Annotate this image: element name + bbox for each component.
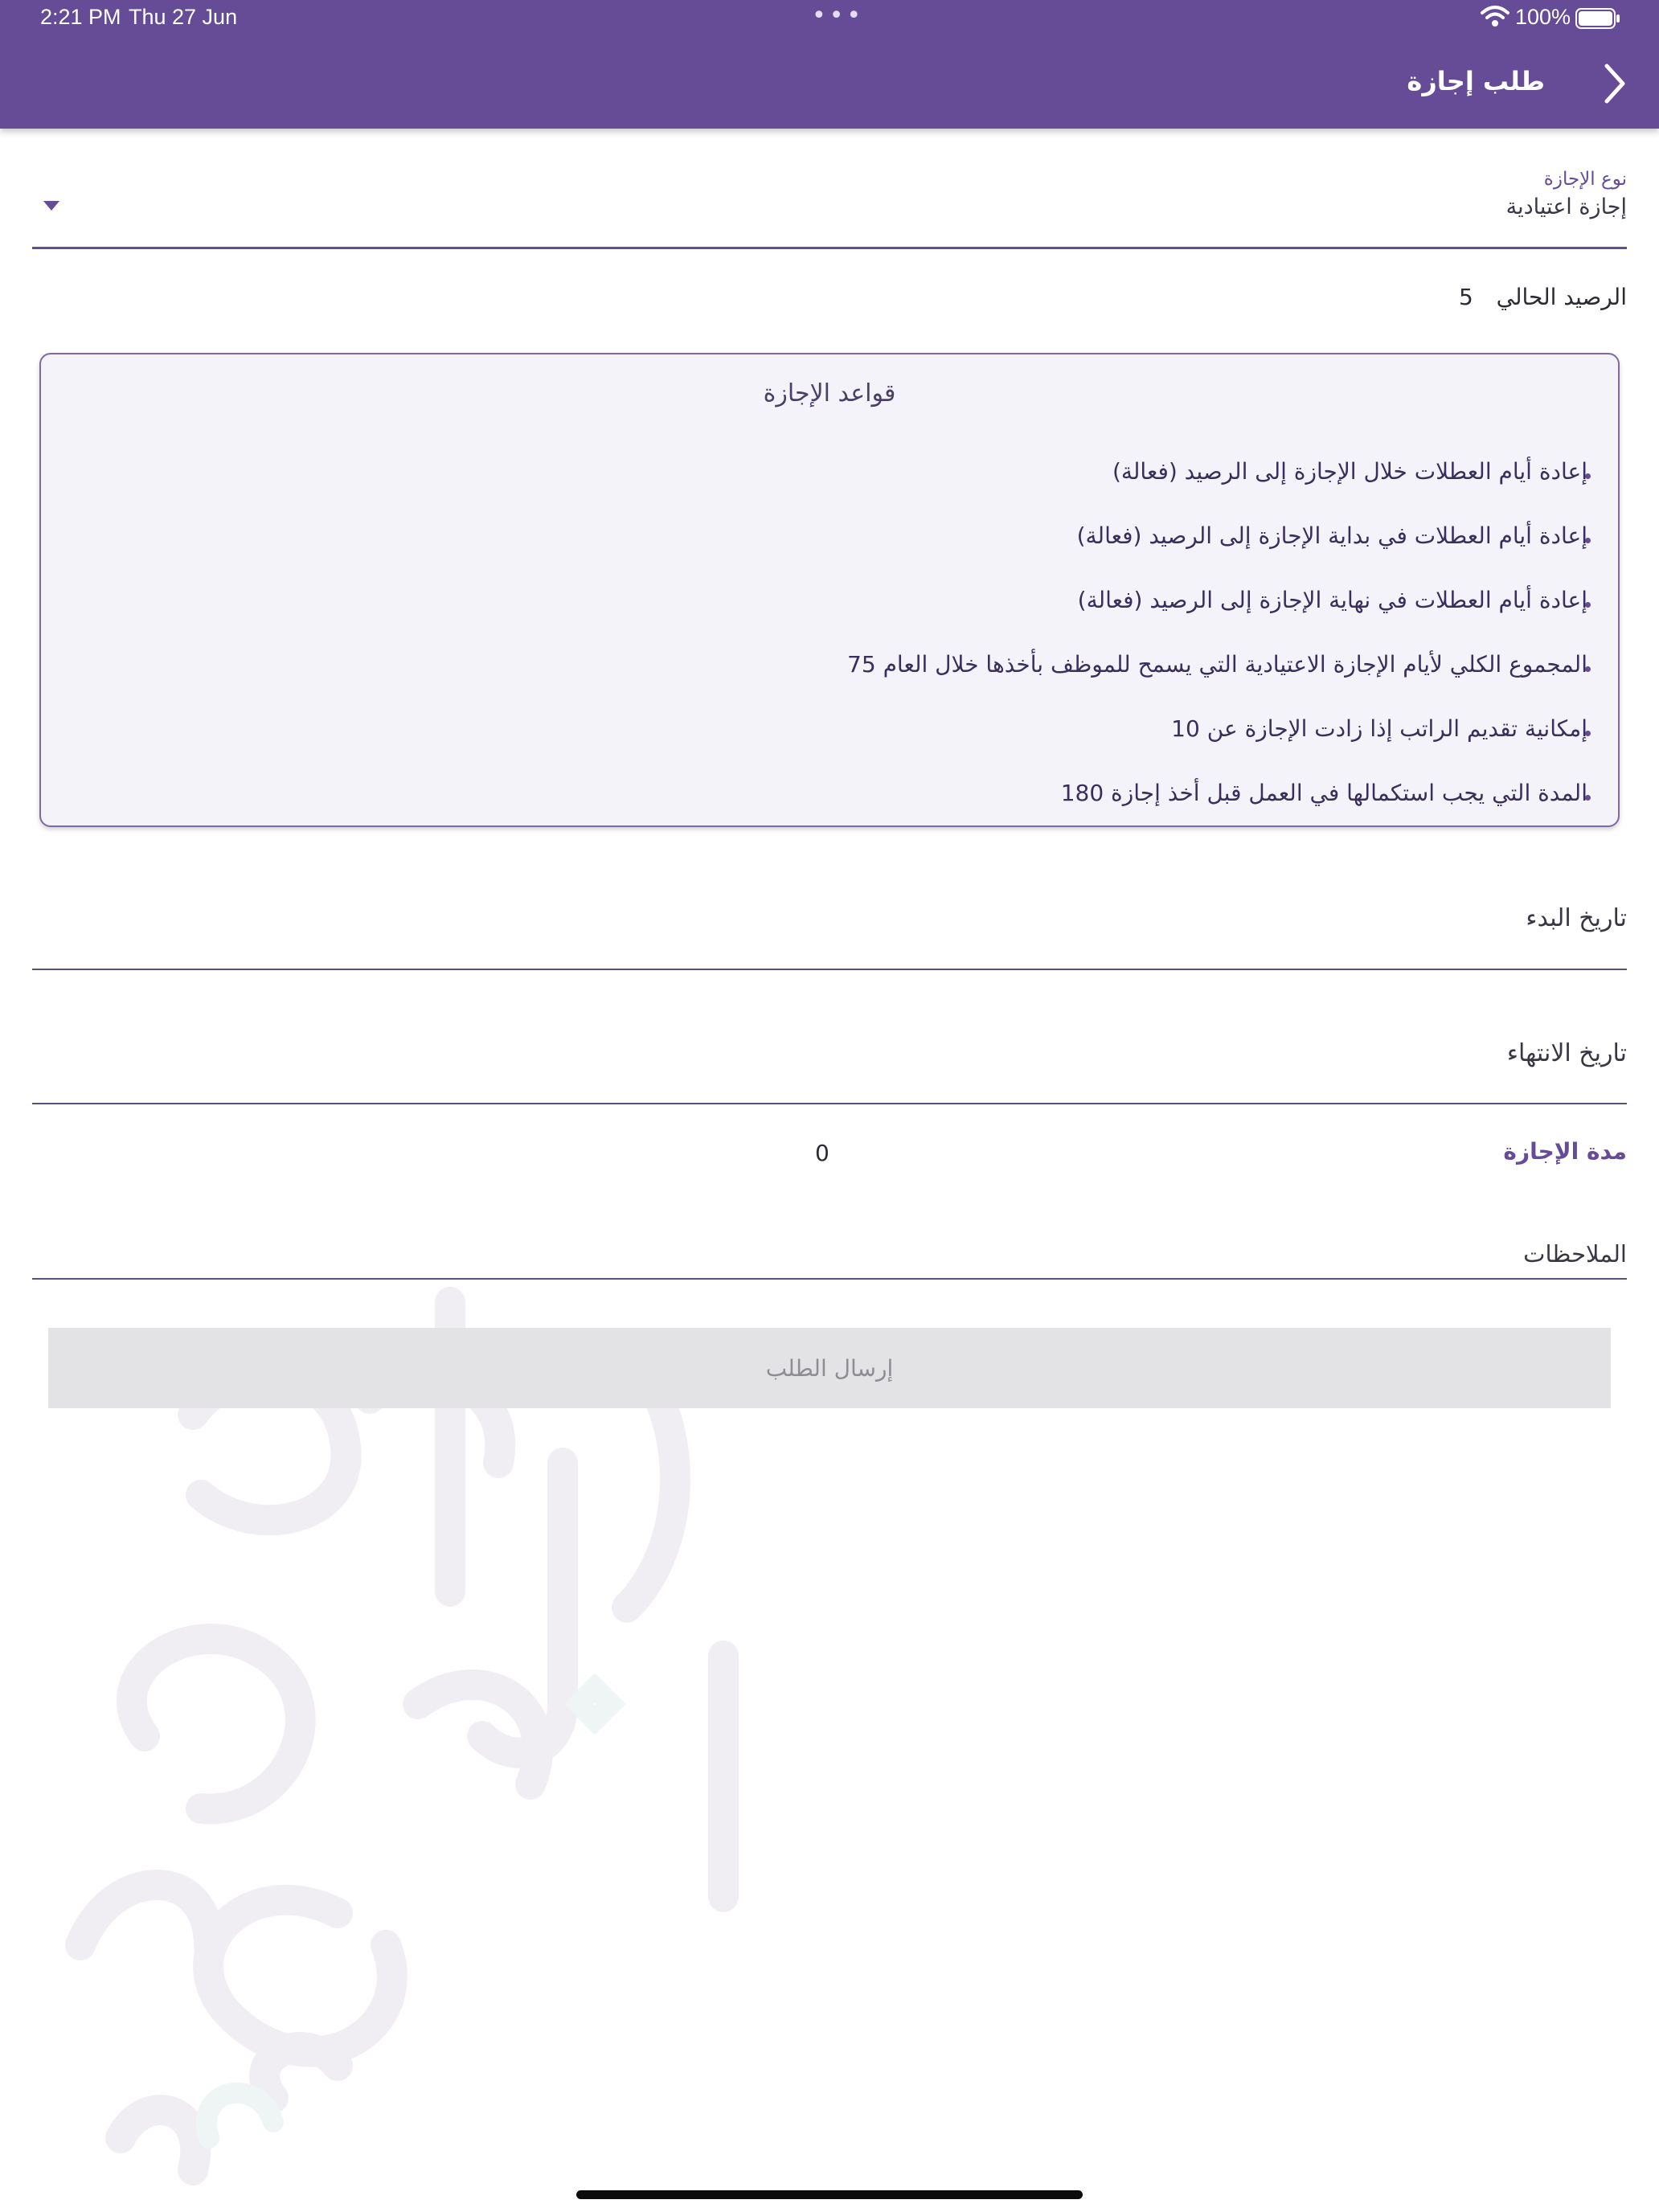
- start-date-label: تاريخ البدء: [1526, 904, 1627, 932]
- app-bar: [0, 0, 1659, 129]
- status-date: Thu 27 Jun: [129, 5, 238, 29]
- duration-label: مدة الإجازة: [1503, 1138, 1627, 1165]
- leave-type-label: نوع الإجازة: [1543, 169, 1627, 190]
- start-date-underline: [32, 969, 1627, 970]
- status-time: 2:21 PM: [40, 5, 121, 29]
- chevron-right-icon[interactable]: [1596, 58, 1634, 109]
- end-date-field[interactable]: [32, 1019, 1627, 1104]
- balance-label: الرصيد الحالي: [1496, 284, 1627, 310]
- notes-label: الملاحظات: [1523, 1240, 1627, 1268]
- home-indicator[interactable]: [576, 2190, 1083, 2199]
- leave-type-dropdown[interactable]: [32, 161, 1627, 249]
- submit-button[interactable]: إرسال الطلب: [48, 1328, 1611, 1408]
- rule-item: إعادة أيام العطلات في نهاية الإجازة إلى الرصيد (فعالة): [1077, 587, 1587, 613]
- rules-title: قواعد الإجازة: [763, 379, 896, 408]
- start-date-field[interactable]: [32, 884, 1627, 969]
- battery-icon: [1575, 8, 1620, 29]
- caret-down-icon[interactable]: [43, 201, 59, 211]
- rule-item: إمكانية تقديم الراتب إذا زادت الإجازة عن 10: [1171, 715, 1587, 742]
- leave-type-value: إجازة اعتيادية: [1505, 195, 1627, 219]
- multitask-dots-icon[interactable]: •••: [812, 2, 865, 30]
- battery-percent: 100%: [1515, 5, 1571, 29]
- wifi-icon: [1481, 5, 1509, 27]
- page-title: طلب إجازة: [1407, 66, 1545, 96]
- end-date-underline: [32, 1103, 1627, 1104]
- rule-item: المجموع الكلي لأيام الإجازة الاعتيادية التي يسمح للموظف بأخذها خلال العام 75: [847, 651, 1587, 678]
- duration-value: 0: [815, 1140, 830, 1166]
- rule-item: إعادة أيام العطلات في بداية الإجازة إلى الرصيد (فعالة): [1076, 522, 1587, 549]
- rule-item: إعادة أيام العطلات خلال الإجازة إلى الرصيد (فعالة): [1112, 458, 1587, 485]
- balance-value: 5: [1459, 284, 1473, 310]
- notes-underline: [32, 1278, 1627, 1280]
- end-date-label: تاريخ الانتهاء: [1506, 1039, 1627, 1067]
- notes-field[interactable]: [32, 1214, 1627, 1280]
- rule-item: المدة التي يجب استكمالها في العمل قبل أخذ إجازة 180: [1060, 780, 1587, 806]
